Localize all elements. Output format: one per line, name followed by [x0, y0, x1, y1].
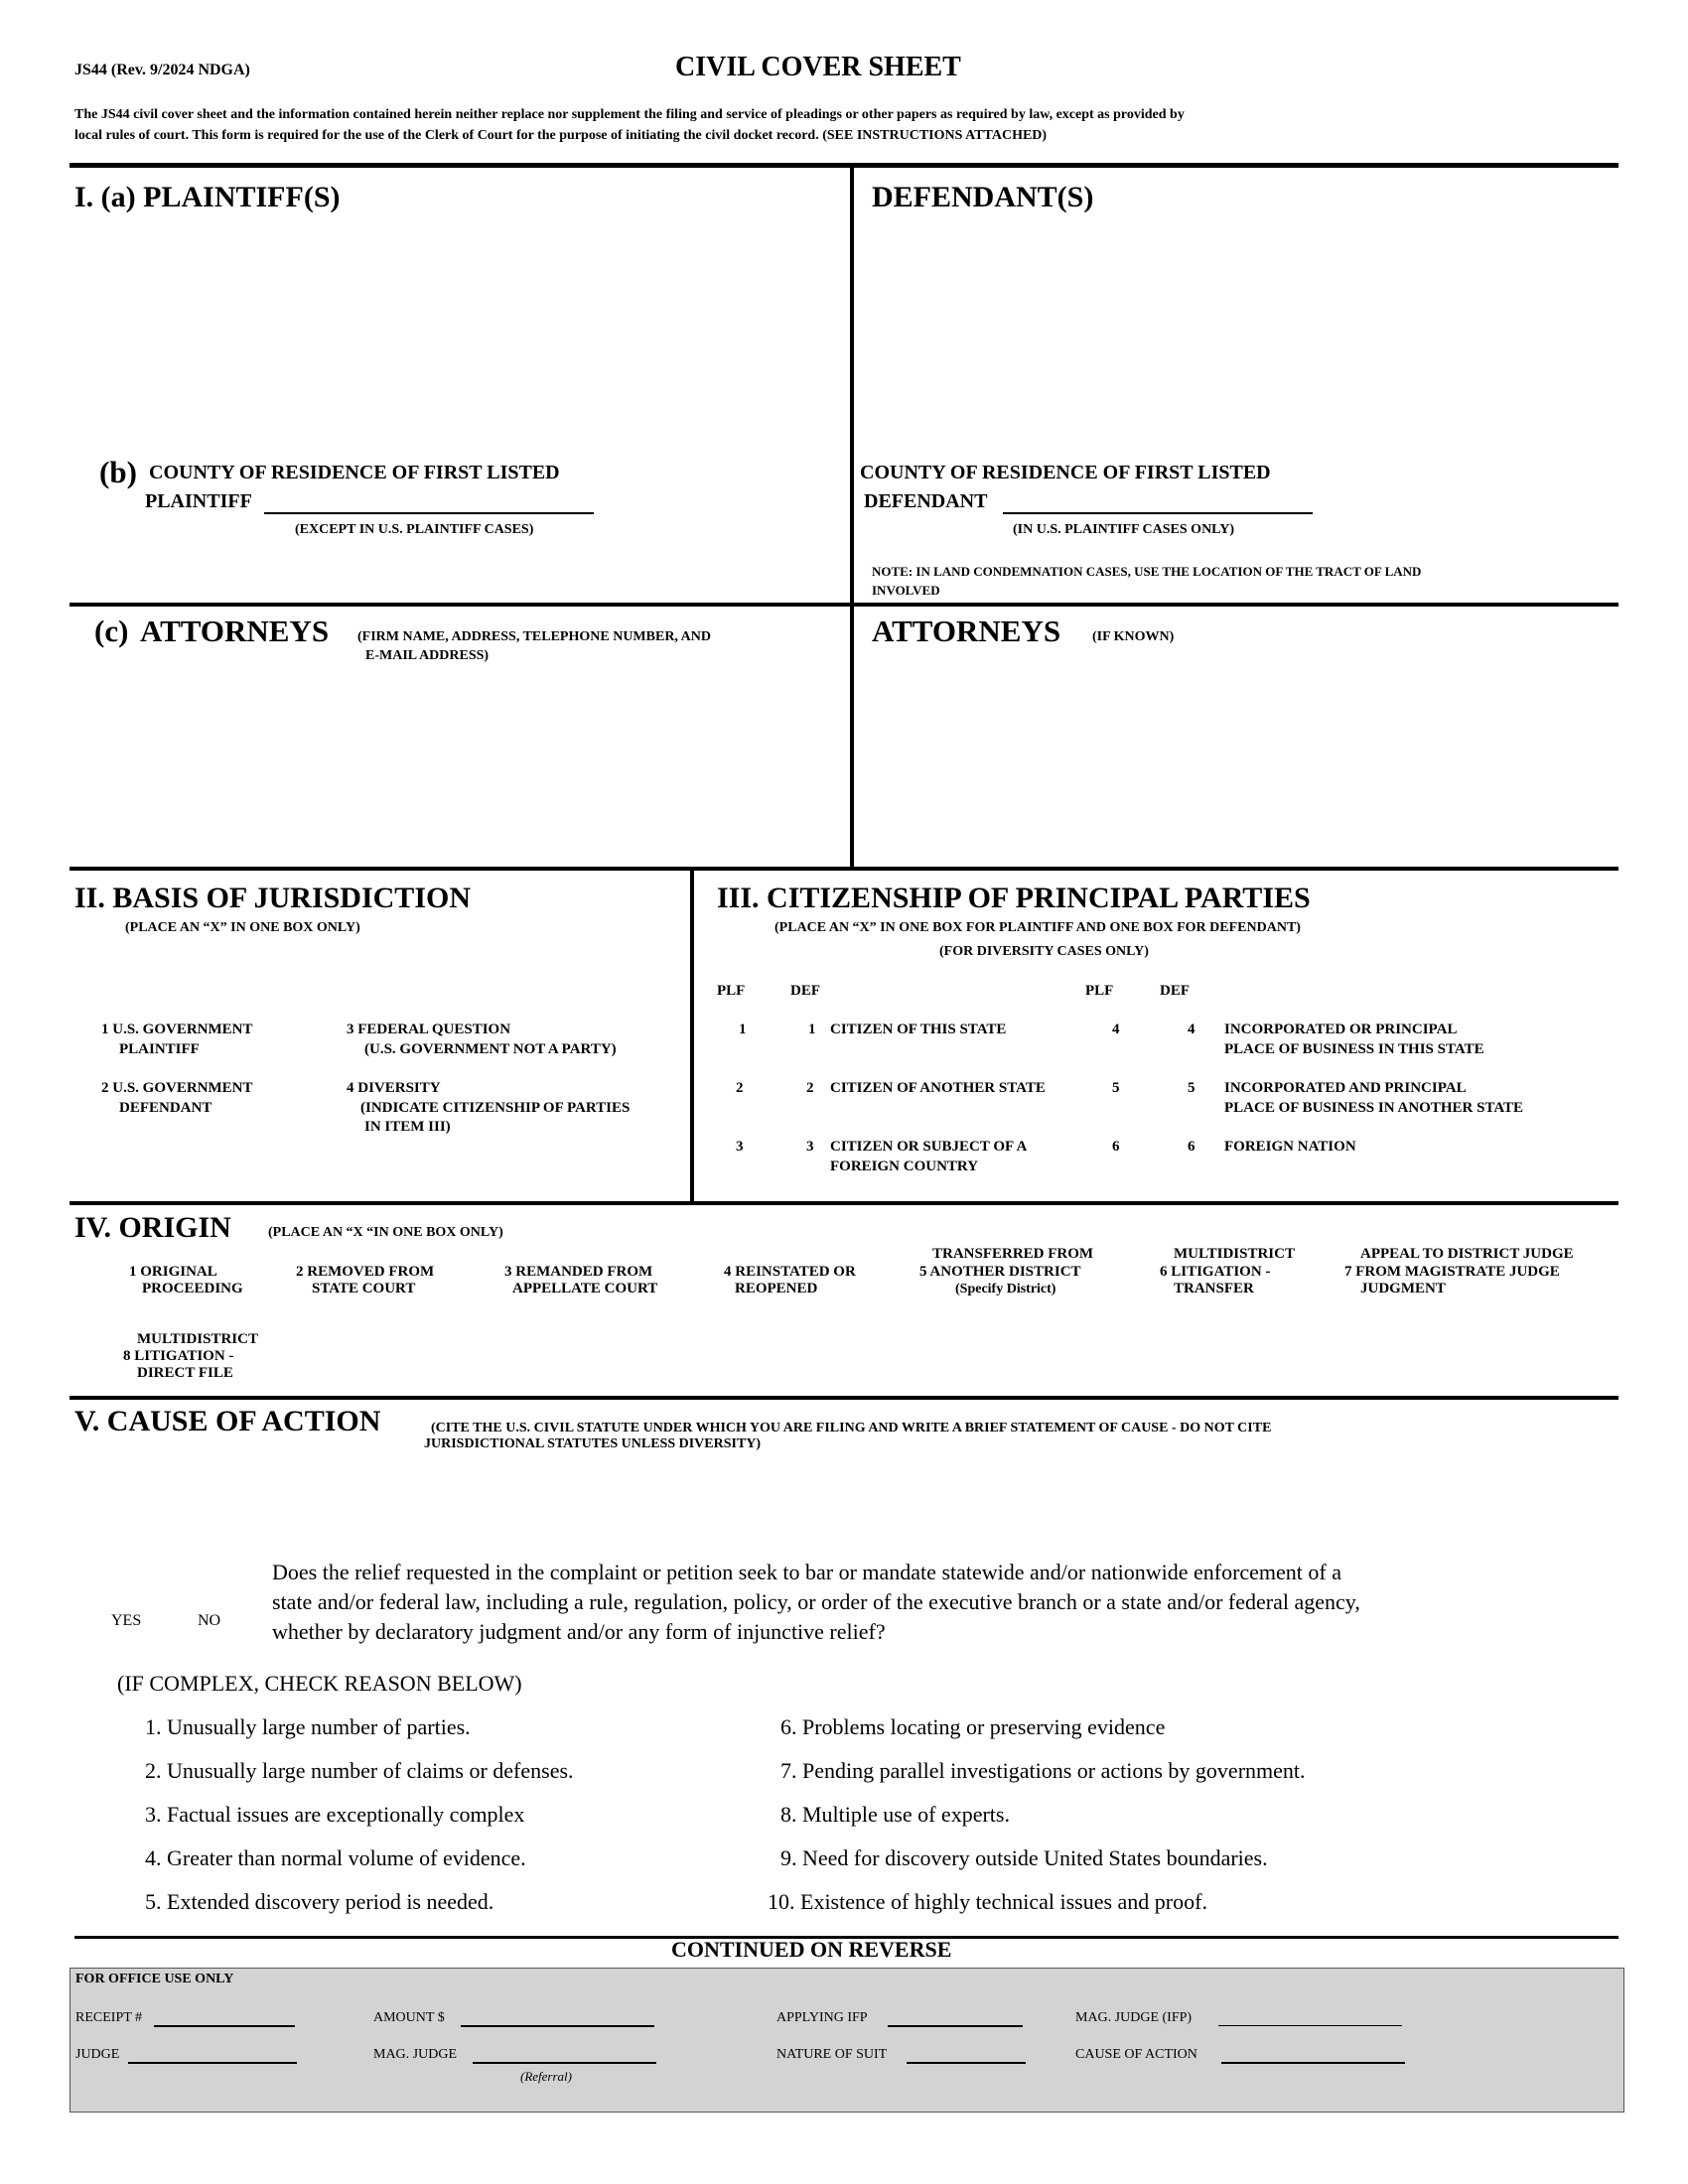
complex-reason-8[interactable]: 8. Multiple use of experts.: [780, 1802, 1010, 1827]
land-note: NOTE: IN LAND CONDEMNATION CASES, USE THE LOCATION OF THE TRACT OF LAND: [872, 564, 1422, 579]
origin-heading: IV. ORIGIN: [74, 1211, 231, 1244]
attorneys-note: (FIRM NAME, ADDRESS, TELEPHONE NUMBER, AND: [357, 629, 711, 644]
county-plaintiff-label-2: PLAINTIFF: [145, 490, 252, 512]
top-rule: [70, 163, 1618, 168]
continued-on-reverse: CONTINUED ON REVERSE: [671, 1937, 952, 1962]
citizen-plf-2[interactable]: 2: [736, 1080, 744, 1096]
amount-field[interactable]: [461, 2025, 654, 2027]
office-use-panel: [70, 1968, 1624, 2113]
origin-option-5-line-1: TRANSFERRED FROM: [932, 1246, 1094, 1262]
cause-of-action-heading: V. CAUSE OF ACTION: [74, 1405, 381, 1437]
nature-of-suit-label: NATURE OF SUIT: [776, 2047, 888, 2062]
county-defendant-label: COUNTY OF RESIDENCE OF FIRST LISTED: [860, 462, 1271, 483]
citizen-row-4-label-2: PLACE OF BUSINESS IN THIS STATE: [1224, 1041, 1484, 1057]
jurisdiction-option-2-line-2: DEFENDANT: [119, 1100, 212, 1116]
judge-field[interactable]: [128, 2062, 297, 2064]
complex-reason-9[interactable]: 9. Need for discovery outside United States boundaries.: [780, 1845, 1268, 1870]
county-defendant-label-2: DEFENDANT: [864, 490, 988, 512]
relief-question-2: state and/or federal law, including a rule, regulation, policy, or order of the executive branch or a state and/or federal agency,: [272, 1589, 1360, 1614]
citizen-plf-4[interactable]: 4: [1112, 1022, 1120, 1037]
citizen-row-4-label: INCORPORATED OR PRINCIPAL: [1224, 1022, 1458, 1037]
mag-judge-label: MAG. JUDGE: [373, 2047, 457, 2062]
defendants-heading: DEFENDANT(S): [872, 181, 1094, 213]
office-use-heading: FOR OFFICE USE ONLY: [75, 1972, 234, 1986]
section-2-rule: [70, 867, 1618, 871]
applying-ifp-field[interactable]: [888, 2025, 1023, 2027]
col-plf-left: PLF: [717, 983, 746, 999]
jurisdiction-option-1-line-2: PLAINTIFF: [119, 1041, 200, 1057]
yes-checkbox-label[interactable]: YES: [111, 1612, 142, 1629]
item-b-label: (b): [99, 455, 137, 489]
form-id: JS44 (Rev. 9/2024 NDGA): [74, 62, 250, 78]
origin-option-8-line-1: MULTIDISTRICT: [137, 1331, 258, 1347]
applying-ifp-label: APPLYING IFP: [776, 2010, 868, 2025]
origin-option-6-line-3: TRANSFER: [1174, 1281, 1254, 1297]
citizen-plf-6[interactable]: 6: [1112, 1139, 1120, 1155]
origin-option-6[interactable]: 6 LITIGATION -: [1160, 1264, 1271, 1280]
section-5-rule: [70, 1396, 1618, 1400]
attorneys-note-2: E-MAIL ADDRESS): [365, 648, 490, 663]
receipt-label: RECEIPT #: [75, 2010, 143, 2025]
col-def-left: DEF: [790, 983, 820, 999]
citizenship-heading: III. CITIZENSHIP OF PRINCIPAL PARTIES: [717, 882, 1311, 914]
party-divider: [850, 168, 854, 868]
relief-question-3: whether by declaratory judgment and/or any form of injunctive relief?: [272, 1619, 886, 1644]
origin-option-4[interactable]: 4 REINSTATED OR: [724, 1264, 856, 1280]
item-c-label: (c): [94, 614, 129, 648]
land-note-2: INVOLVED: [872, 583, 940, 598]
defendant-attorneys-note: (IF KNOWN): [1092, 629, 1175, 644]
cause-of-action-note-2: JURISDICTIONAL STATUTES UNLESS DIVERSITY): [424, 1436, 762, 1451]
citizen-plf-3[interactable]: 3: [736, 1139, 744, 1155]
origin-option-6-line-1: MULTIDISTRICT: [1174, 1246, 1295, 1262]
attorneys-rule: [70, 603, 1618, 607]
citizen-row-2-label: CITIZEN OF ANOTHER STATE: [830, 1080, 1046, 1096]
col-def-right: DEF: [1160, 983, 1190, 999]
citizen-def-6[interactable]: 6: [1188, 1139, 1196, 1155]
jurisdiction-option-3[interactable]: 3 FEDERAL QUESTION: [347, 1022, 511, 1037]
origin-option-1-line-2: PROCEEDING: [142, 1281, 243, 1297]
jurisdiction-option-3-line-2: (U.S. GOVERNMENT NOT A PARTY): [364, 1041, 617, 1057]
citizen-row-1-label: CITIZEN OF THIS STATE: [830, 1022, 1007, 1037]
complex-reason-7[interactable]: 7. Pending parallel investigations or actions by government.: [780, 1758, 1306, 1783]
no-checkbox-label[interactable]: NO: [198, 1612, 221, 1629]
origin-option-3[interactable]: 3 REMANDED FROM: [504, 1264, 653, 1280]
jurisdiction-heading: II. BASIS OF JURISDICTION: [74, 882, 471, 914]
relief-question: Does the relief requested in the complaint or petition seek to bar or mandate statewide and/or nationwide enforcement of a: [272, 1560, 1342, 1584]
judge-label: JUDGE: [75, 2047, 120, 2062]
nature-of-suit-field[interactable]: [907, 2062, 1026, 2064]
origin-option-4-line-2: REOPENED: [735, 1281, 818, 1297]
plaintiffs-heading: I. (a) PLAINTIFF(S): [74, 181, 341, 213]
receipt-field[interactable]: [154, 2025, 295, 2027]
complex-reason-4[interactable]: 4. Greater than normal volume of evidence.: [145, 1845, 526, 1870]
attorneys-heading: ATTORNEYS: [140, 614, 330, 648]
mag-judge-ifp-label: MAG. JUDGE (IFP): [1075, 2010, 1193, 2025]
county-defendant-note: (IN U.S. PLAINTIFF CASES ONLY): [1013, 522, 1235, 537]
referral-note: (Referral): [520, 2069, 572, 2084]
col-plf-right: PLF: [1085, 983, 1114, 999]
jurisdiction-option-2[interactable]: 2 U.S. GOVERNMENT: [101, 1080, 253, 1096]
citizen-row-5-label-2: PLACE OF BUSINESS IN ANOTHER STATE: [1224, 1100, 1524, 1116]
complex-reason-2[interactable]: 2. Unusually large number of claims or defenses.: [145, 1758, 574, 1783]
origin-option-7-line-1: APPEAL TO DISTRICT JUDGE: [1360, 1246, 1574, 1262]
cause-of-action-office-label: CAUSE OF ACTION: [1075, 2047, 1197, 2062]
cause-of-action-office-field[interactable]: [1221, 2062, 1405, 2064]
county-plaintiff-field[interactable]: [264, 512, 594, 514]
citizen-row-3-label: CITIZEN OR SUBJECT OF A: [830, 1139, 1028, 1155]
origin-option-3-line-2: APPELLATE COURT: [512, 1281, 658, 1297]
citizen-def-4[interactable]: 4: [1188, 1022, 1196, 1037]
citizenship-note: (PLACE AN “X” IN ONE BOX FOR PLAINTIFF AND ONE BOX FOR DEFENDANT): [774, 920, 1301, 935]
citizen-def-5[interactable]: 5: [1188, 1080, 1196, 1096]
intro-text-line-1: The JS44 civil cover sheet and the information contained herein neither replace nor supplement the filing and service of pleadings or other papers as required by law, except as provided by: [74, 107, 1185, 122]
origin-option-8[interactable]: 8 LITIGATION -: [123, 1348, 234, 1364]
county-plaintiff-label: COUNTY OF RESIDENCE OF FIRST LISTED: [149, 462, 560, 483]
complex-reason-3[interactable]: 3. Factual issues are exceptionally complex: [145, 1802, 525, 1827]
section-2-3-divider: [690, 871, 694, 1202]
intro-text-line-2: local rules of court. This form is required for the use of the Clerk of Court for the purpose of initiating the civil docket record. (SEE INSTRUCTIONS ATTACHED): [74, 128, 1048, 143]
mag-judge-ifp-field[interactable]: [1218, 2025, 1402, 2026]
jurisdiction-option-4-line-3: IN ITEM III): [364, 1119, 451, 1135]
citizenship-note-2: (FOR DIVERSITY CASES ONLY): [939, 944, 1149, 959]
complex-reason-6[interactable]: 6. Problems locating or preserving evidence: [780, 1714, 1166, 1739]
cause-of-action-note: (CITE THE U.S. CIVIL STATUTE UNDER WHICH YOU ARE FILING AND WRITE A BRIEF STATEMENT OF CAUSE - DO NOT CITE: [431, 1421, 1272, 1435]
complex-reason-10[interactable]: 10. Existence of highly technical issues and proof.: [768, 1889, 1207, 1914]
origin-option-2-line-2: STATE COURT: [312, 1281, 416, 1297]
jurisdiction-option-1[interactable]: 1 U.S. GOVERNMENT: [101, 1022, 253, 1037]
origin-option-5[interactable]: 5 ANOTHER DISTRICT: [919, 1264, 1081, 1280]
page-title: CIVIL COVER SHEET: [675, 52, 961, 82]
complex-reason-1[interactable]: 1. Unusually large number of parties.: [145, 1714, 471, 1739]
origin-option-2[interactable]: 2 REMOVED FROM: [296, 1264, 435, 1280]
mag-judge-field[interactable]: [473, 2062, 656, 2064]
citizen-row-6-label: FOREIGN NATION: [1224, 1139, 1356, 1155]
complex-reason-5[interactable]: 5. Extended discovery period is needed.: [145, 1889, 494, 1914]
citizen-plf-5[interactable]: 5: [1112, 1080, 1120, 1096]
section-4-rule: [70, 1201, 1618, 1205]
origin-option-7[interactable]: 7 FROM MAGISTRATE JUDGE: [1344, 1264, 1560, 1280]
jurisdiction-option-4[interactable]: 4 DIVERSITY: [347, 1080, 441, 1096]
citizen-def-2[interactable]: 2: [806, 1080, 814, 1096]
origin-option-5-line-3: (Specify District): [955, 1282, 1056, 1297]
origin-option-7-line-3: JUDGMENT: [1360, 1281, 1446, 1297]
origin-option-1[interactable]: 1 ORIGINAL: [129, 1264, 217, 1280]
complex-heading: (IF COMPLEX, CHECK REASON BELOW): [117, 1671, 522, 1696]
defendant-attorneys-heading: ATTORNEYS: [872, 614, 1061, 648]
citizen-row-5-label: INCORPORATED AND PRINCIPAL: [1224, 1080, 1467, 1096]
jurisdiction-option-4-line-2: (INDICATE CITIZENSHIP OF PARTIES: [360, 1100, 631, 1116]
jurisdiction-note: (PLACE AN “X” IN ONE BOX ONLY): [125, 920, 360, 935]
citizen-def-3[interactable]: 3: [806, 1139, 814, 1155]
amount-label: AMOUNT $: [373, 2010, 445, 2025]
county-defendant-field[interactable]: [1003, 512, 1313, 514]
citizen-def-1[interactable]: 1: [808, 1022, 816, 1037]
citizen-row-3-label-2: FOREIGN COUNTRY: [830, 1159, 979, 1174]
county-plaintiff-note: (EXCEPT IN U.S. PLAINTIFF CASES): [295, 522, 534, 537]
origin-note: (PLACE AN “X “IN ONE BOX ONLY): [268, 1225, 503, 1240]
citizen-plf-1[interactable]: 1: [739, 1022, 747, 1037]
origin-option-8-line-3: DIRECT FILE: [137, 1365, 233, 1381]
